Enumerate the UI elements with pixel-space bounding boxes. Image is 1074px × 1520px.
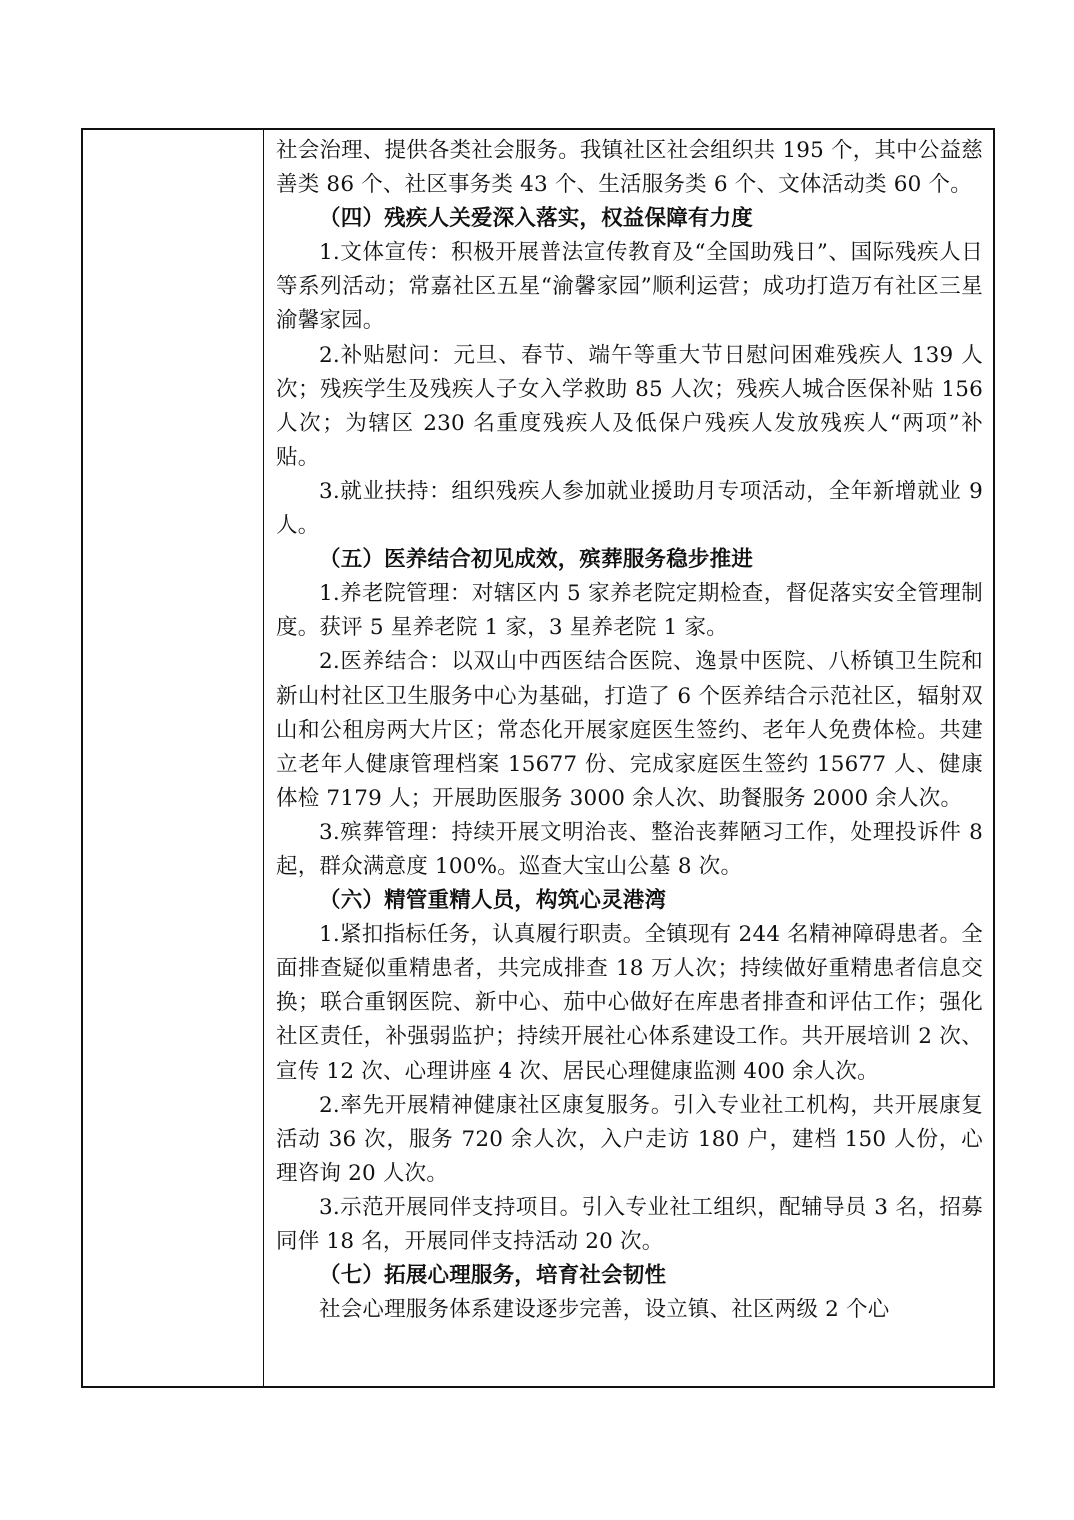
section-heading: （五）医养结合初见成效，殡葬服务稳步推进 — [319, 547, 754, 573]
paragraph: 2.补贴慰问：元旦、春节、端午等重大节日慰问困难残疾人 139 人次；残疾学生及残疾人子女入学救助 85 人次；残疾人城合医保补贴 156 人次；为辖区 230 名重度残疾人及低保户残疾人发放残疾人“两项”补贴。 — [276, 342, 983, 470]
section-heading: （七）拓展心理服务，培育社会韧性 — [319, 1263, 667, 1289]
paragraph: 3.就业扶持：组织残疾人参加就业援助月专项活动，全年新增就业 9 人。 — [276, 478, 983, 539]
paragraph: 2.医养结合：以双山中西医结合医院、逸景中医院、八桥镇卫生院和新山村社区卫生服务中心为基础，打造了 6 个医养结合示范社区，辐射双山和公租房两大片区；常态化开展家庭医生签约、老年人免费体检。共建立老年人健康管理档案 15677 份、完成家庭医生签约 15677 人、健康体检 7179 人；开展助医服务 3000 余人次、助餐服务 2000 余人次。 — [276, 649, 983, 811]
table-content-column — [264, 130, 993, 1386]
paragraph: 2.率先开展精神健康社区康复服务。引入专业社工机构，共开展康复活动 36 次，服务 720 余人次，入户走访 180 户，建档 150 人份，心理咨询 20 人次。 — [276, 1092, 983, 1186]
paragraph: 3.示范开展同伴支持项目。引入专业社工组织，配辅导员 3 名，招募同伴 18 名，开展同伴支持活动 20 次。 — [276, 1194, 983, 1254]
table-left-column — [83, 130, 264, 1386]
paragraph: 社会心理服务体系建设逐步完善，设立镇、社区两级 2 个心 — [319, 1297, 890, 1323]
section-heading: （六）精管重精人员，构筑心灵港湾 — [319, 888, 667, 914]
paragraph: 1.紧扣指标任务，认真履行职责。全镇现有 244 名精神障碍患者。全面排查疑似重精患者，共完成排查 18 万人次；持续做好重精患者信息交换；联合重钢医院、新中心、茄中心做好在库患者排查和评估工作；强化社区责任，补强弱监护；持续开展社心体系建设工作。共开展培训 2 次、宣传 12 次、心理讲座 4 次、居民心理健康监测 400 余人次。 — [276, 922, 983, 1084]
paragraph: 1.养老院管理：对辖区内 5 家养老院定期检查，督促落实安全管理制度。获评 5 星养老院 1 家，3 星养老院 1 家。 — [276, 581, 983, 641]
paragraph: 3.殡葬管理：持续开展文明治丧、整治丧葬陋习工作，处理投诉件 8 起，群众满意度 100%。巡查大宝山公墓 8 次。 — [276, 819, 983, 879]
paragraph: 1.文体宣传：积极开展普法宣传教育及“全国助残日”、国际残疾人日等系列活动；常嘉社区五星“渝馨家园”顺利运营；成功打造万有社区三星渝馨家园。 — [276, 240, 983, 334]
document-table — [81, 128, 995, 1388]
section-heading: （四）残疾人关爱深入落实，权益保障有力度 — [319, 206, 754, 232]
paragraph: 社会治理、提供各类社会服务。我镇社区社会组织共 195 个，其中公益慈善类 86 个、社区事务类 43 个、生活服务类 6 个、文体活动类 60 个。 — [276, 138, 983, 198]
